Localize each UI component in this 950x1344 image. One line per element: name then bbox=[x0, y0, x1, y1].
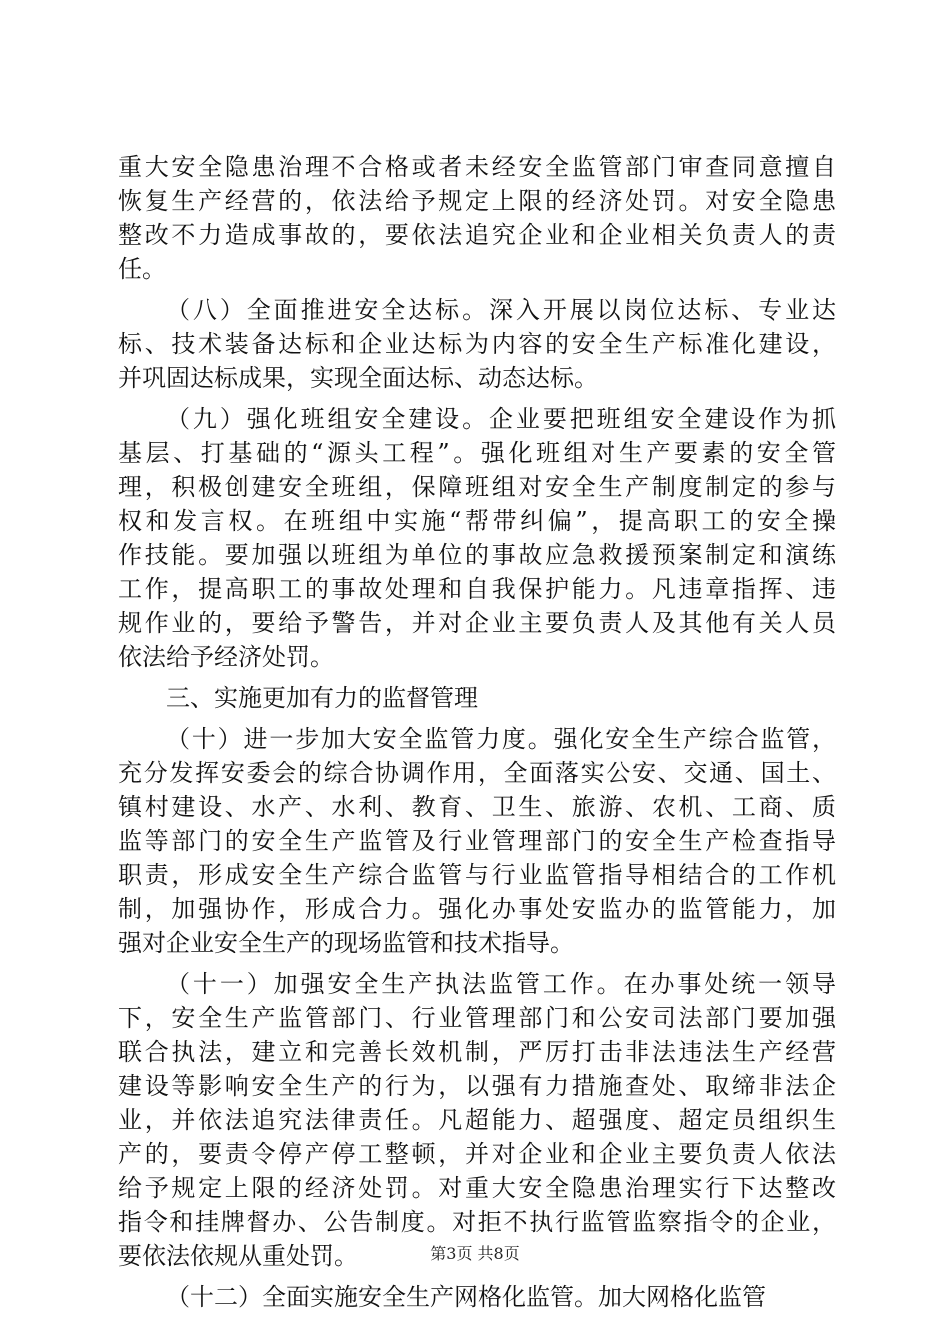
paragraph bbox=[118, 967, 836, 1273]
text-line: 规作业的，要给予警告，并对企业主要负责人及其他有关人员 bbox=[118, 609, 836, 637]
paragraph-gap bbox=[118, 1273, 836, 1280]
text-line: 给予规定上限的经济处罚。对重大安全隐患治理实行下达整改 bbox=[118, 1174, 836, 1202]
paragraph bbox=[118, 402, 836, 674]
text-line: （十）进一步加大安全监管力度。强化安全生产综合监管， bbox=[166, 725, 836, 753]
text-line: 要依法依规从重处罚。 bbox=[118, 1242, 358, 1270]
text-line: 并巩固达标成果，实现全面达标、动态达标。 bbox=[118, 364, 598, 392]
text-line: 依法给予经济处罚。 bbox=[118, 643, 334, 671]
text-line: 制，加强协作，形成合力。强化办事处安监办的监管能力，加 bbox=[118, 895, 836, 923]
text-line: 强对企业安全生产的现场监管和技术指导。 bbox=[118, 929, 574, 957]
text-line: 恢复生产经营的，依法给予规定上限的经济处罚。对安全隐患 bbox=[118, 187, 836, 215]
text-line: 镇村建设、水产、水利、教育、卫生、旅游、农机、工商、质 bbox=[118, 793, 836, 821]
text-line: （九）强化班组安全建设。企业要把班组安全建设作为抓 bbox=[166, 405, 836, 433]
paragraph-gap bbox=[118, 286, 836, 293]
paragraph bbox=[118, 681, 836, 715]
paragraph-gap bbox=[118, 674, 836, 681]
page-footer: 第3页 共8页 bbox=[430, 1244, 520, 1263]
text-line: 产的，要责令停产停工整顿，并对企业和企业主要负责人依法 bbox=[118, 1140, 836, 1168]
text-line: 建设等影响安全生产的行为，以强有力措施查处、取缔非法企 bbox=[118, 1072, 836, 1100]
text-line: 任。 bbox=[118, 255, 166, 283]
text-line: （八）全面推进安全达标。深入开展以岗位达标、专业达 bbox=[166, 296, 836, 324]
text-line: 标、技术装备达标和企业达标为内容的安全生产标准化建设， bbox=[118, 330, 836, 358]
paragraph bbox=[118, 722, 836, 960]
paragraph-gap bbox=[118, 715, 836, 722]
paragraph-gap bbox=[118, 395, 836, 402]
text-line: 指令和挂牌督办、公告制度。对拒不执行监管监察指令的企业， bbox=[118, 1208, 836, 1236]
text-line: 基层、打基础的“源头工程”。强化班组对生产要素的安全管 bbox=[118, 439, 836, 467]
text-line: 重大安全隐患治理不合格或者未经安全监管部门审查同意擅自 bbox=[118, 153, 836, 181]
text-line: 充分发挥安委会的综合协调作用，全面落实公安、交通、国土、 bbox=[118, 759, 836, 787]
paragraph bbox=[118, 1280, 836, 1314]
text-line: 工作，提高职工的事故处理和自我保护能力。凡违章指挥、违 bbox=[118, 575, 836, 603]
text-line: 权和发言权。在班组中实施“帮带纠偏”，提高职工的安全操 bbox=[118, 507, 836, 535]
text-line: 下，安全生产监管部门、行业管理部门和公安司法部门要加强 bbox=[118, 1004, 836, 1032]
text-line: 整改不力造成事故的，要依法追究企业和企业相关负责人的责 bbox=[118, 221, 836, 249]
text-line: 理，积极创建安全班组，保障班组对安全生产制度制定的参与 bbox=[118, 473, 836, 501]
text-line: 业，并依法追究法律责任。凡超能力、超强度、超定员组织生 bbox=[118, 1106, 836, 1134]
document-body bbox=[118, 150, 836, 1314]
paragraph bbox=[118, 150, 836, 286]
paragraph bbox=[118, 293, 836, 395]
text-line: 监等部门的安全生产监管及行业管理部门的安全生产检查指导 bbox=[118, 827, 836, 855]
text-line: （十一）加强安全生产执法监管工作。在办事处统一领导 bbox=[166, 970, 836, 998]
text-line: （十二）全面实施安全生产网格化监管。加大网格化监管 bbox=[166, 1283, 766, 1311]
text-line: 三、实施更加有力的监督管理 bbox=[166, 684, 478, 712]
paragraph-gap bbox=[118, 960, 836, 967]
text-line: 作技能。要加强以班组为单位的事故应急救援预案制定和演练 bbox=[118, 541, 836, 569]
text-line: 职责，形成安全生产综合监管与行业监管指导相结合的工作机 bbox=[118, 861, 836, 889]
text-line: 联合执法，建立和完善长效机制，严厉打击非法违法生产经营 bbox=[118, 1038, 836, 1066]
